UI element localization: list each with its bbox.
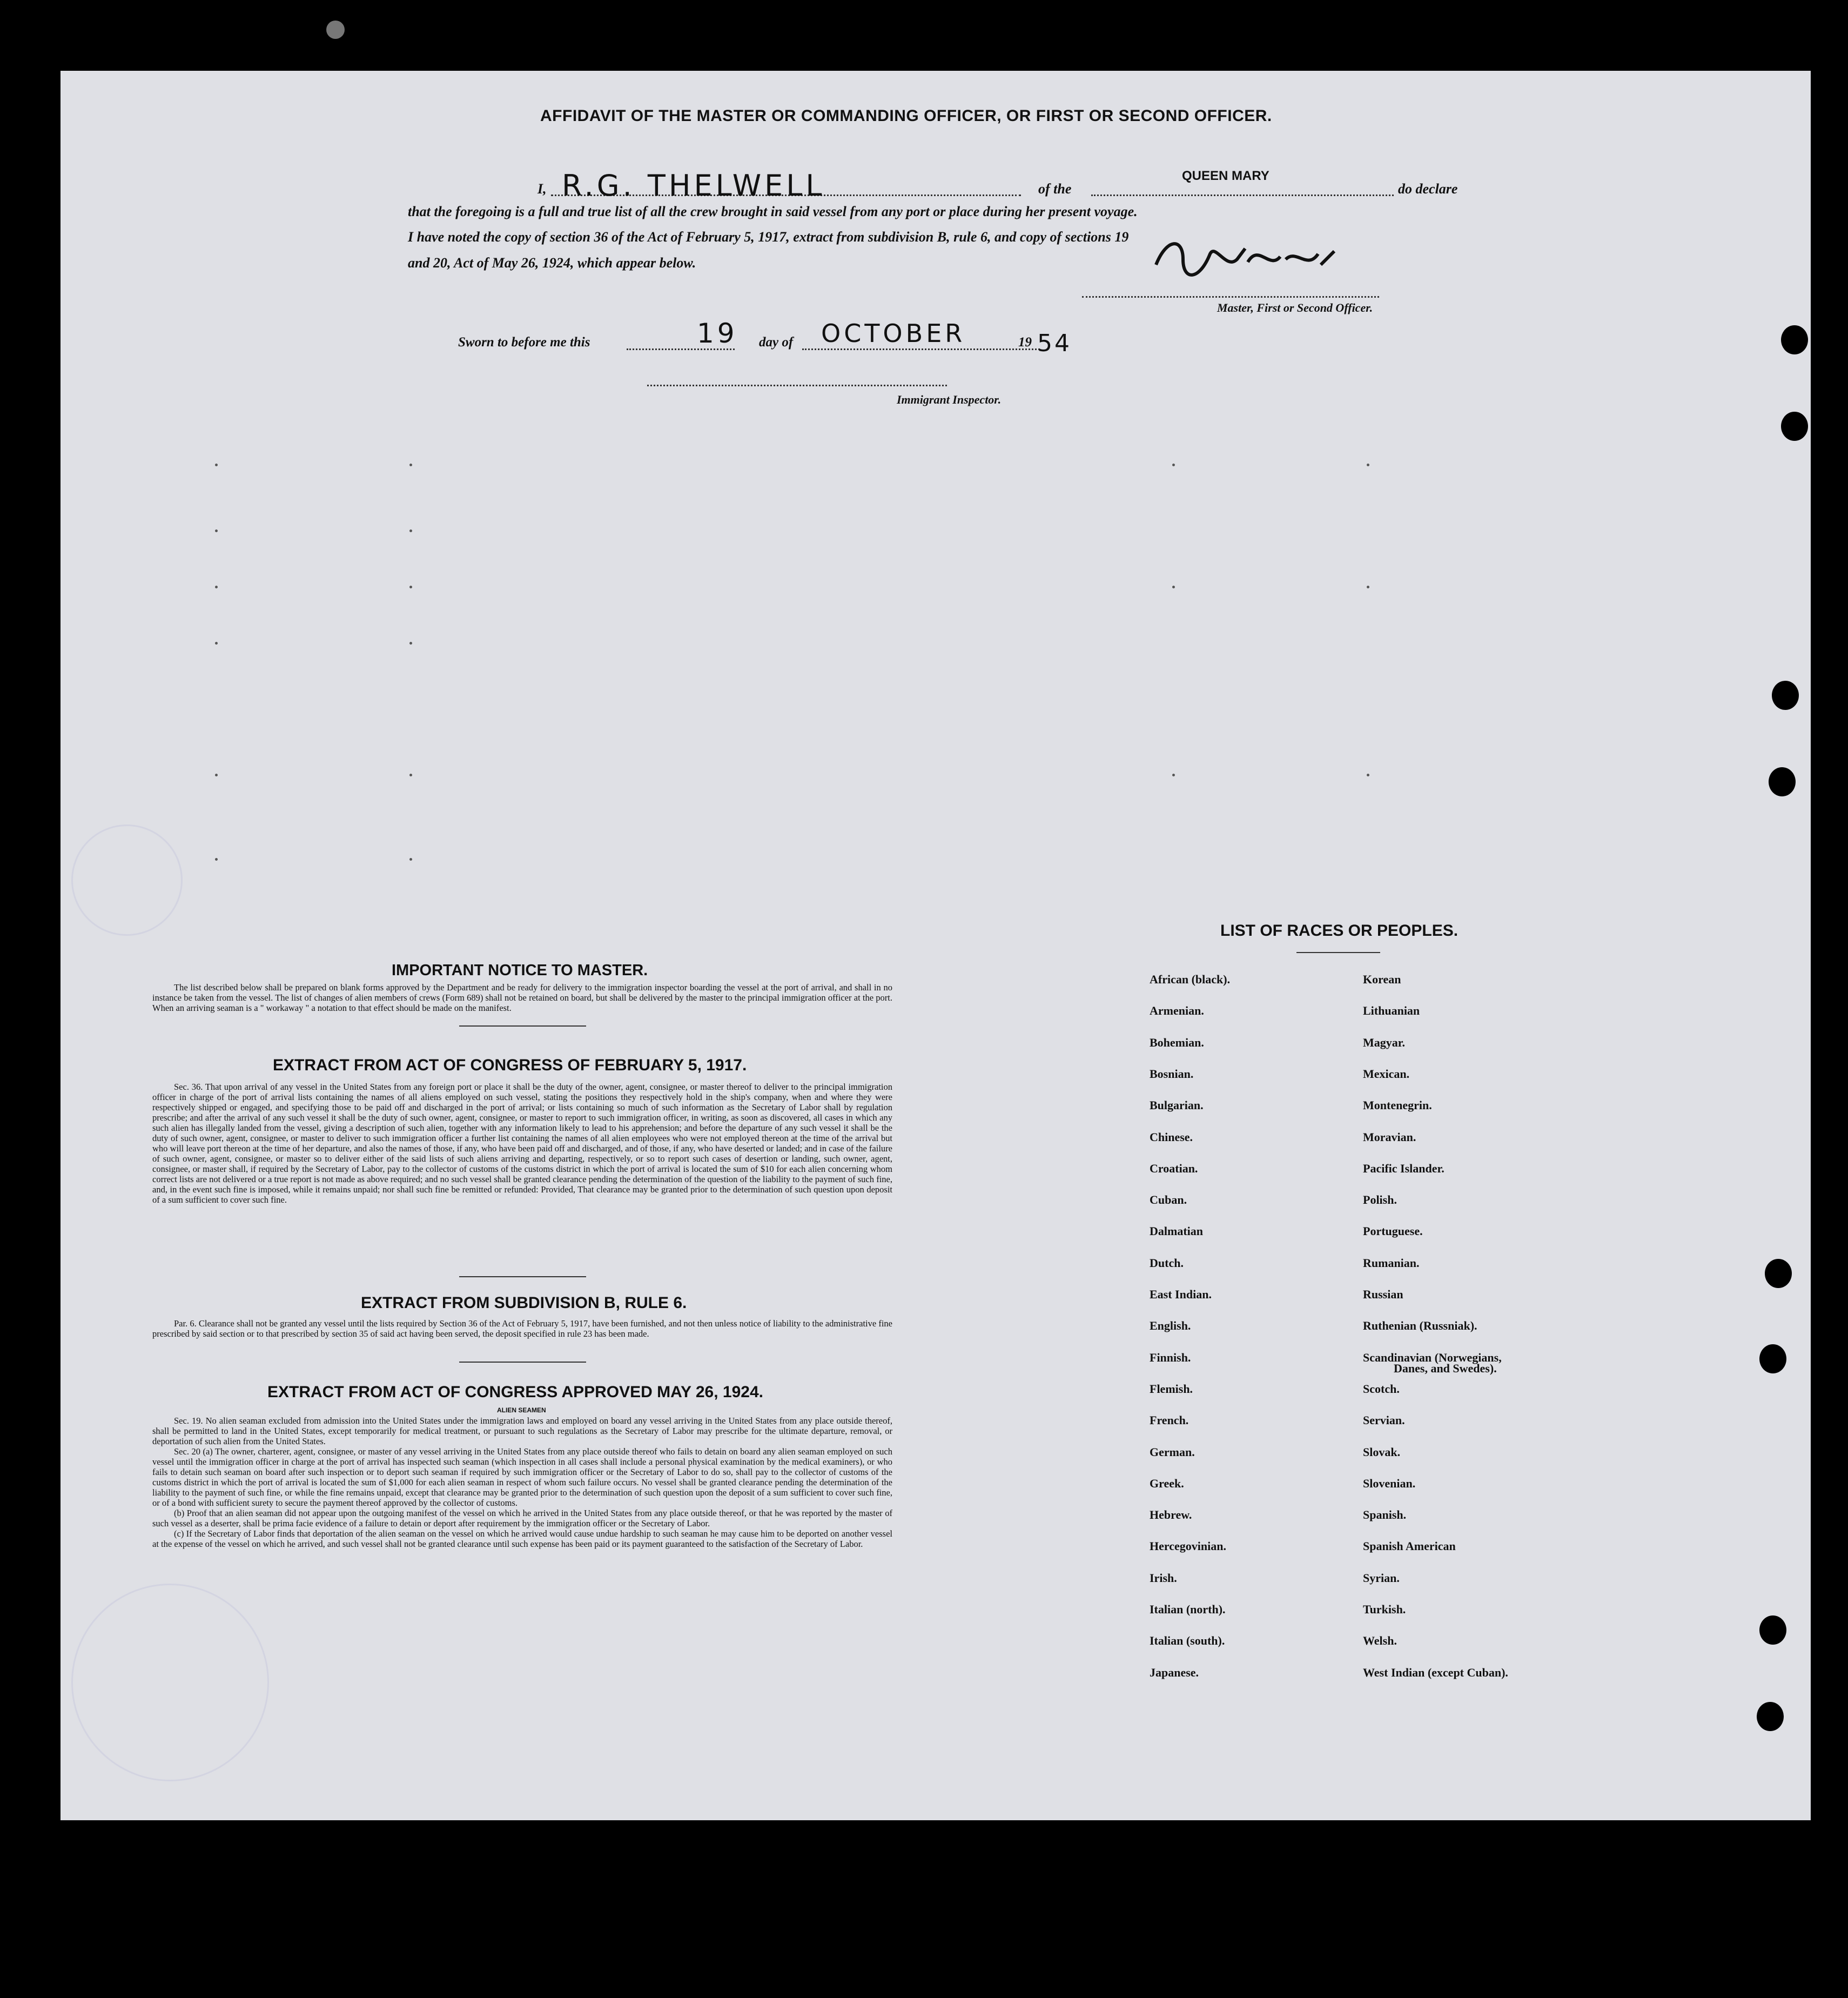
- sec19-text: Sec. 19. No alien seaman excluded from admission into the United States under the immigration laws and employed on board any vessel arriving in the United States from any place outside thereof, shall be permitted to land in the United States, except temporarily for medical treatment, or pursuant to such regulations as the Secretary of Labor may prescribe for the ultimate departure, removal, or deportation of such alien from the United States.: [152, 1416, 892, 1446]
- binder-hole-icon: [1769, 767, 1796, 796]
- race-item-right: Russian: [1363, 1288, 1403, 1301]
- month-handwritten: OCTOBER: [821, 319, 966, 348]
- binder-hole-icon: [1757, 1702, 1784, 1731]
- i-label: I,: [537, 181, 547, 197]
- signature-line: [1082, 296, 1379, 298]
- race-item-left: German.: [1150, 1445, 1195, 1459]
- race-item-right: Turkish.: [1363, 1603, 1406, 1616]
- faint-dot: [215, 858, 218, 861]
- faint-dot: [409, 464, 412, 466]
- faint-dot: [215, 529, 218, 532]
- extract-1917-text: Sec. 36. That upon arrival of any vessel in the United States from any foreign port or place it shall be the duty of the owner, agent, consignee, or master thereof to deliver to the principal immigration officer in charge of the port of arrival lists containing the names of all aliens employed on such vessel, stating the positions they respectively hold in the ship's company, when and where they were respectively shipped or engaged, and specifying those to be paid off and discharged in the port of arrival; or lists containing so much of such information as the Secretary of Labor shall by regulation prescribe; and after the arrival of any such vessel it shall be the duty of such owner, agent, consignee, or master to report to such immigration officer, in writing, as soon as discovered, all cases in which any such alien has illegally landed from the vessel, giving a description of such alien, together with any information likely to lead to his apprehension; and before the departure of any such vessel it shall be the duty of such owner, agent, consignee, or master to deliver to such immigration officer a further list containing the names of all alien employees who were not employed thereon at the time of the arrival but who will leave port thereon at the time of her departure, and also the names of those, if any, who have been paid off and discharged, and of those, if any, who have deserted or landed; and in case of the failure of such owner, agent, consignee, or master so to deliver either of the said lists of such aliens arriving and departing, respectively, or so to report such cases of desertion or landing, such owner, agent, consignee, or master shall, if required by the Secretary of Labor, pay to the collector of customs of the customs district in which the port of arrival is located the sum of $10 for each alien concerning whom correct lists are not delivered or a true report is not made as above required; and no such vessel shall be granted clearance pending the determination of the question of the liability to the payment of such fine, and, in the event such fine is imposed, while it remains unpaid; nor shall such fine be remitted or refunded: Provided, That clearance may be granted prior to the determination of such question upon deposit of a sum sufficient to cover such fine.: [152, 1082, 892, 1205]
- binder-hole-icon: [1759, 1615, 1786, 1645]
- signature-caption: Master, First or Second Officer.: [1217, 301, 1373, 314]
- race-item-right: Servian.: [1363, 1413, 1405, 1427]
- races-title: LIST OF RACES OR PEOPLES.: [1220, 922, 1459, 940]
- inspector-caption: Immigrant Inspector.: [897, 393, 1002, 406]
- race-item-left: East Indian.: [1150, 1288, 1212, 1301]
- faint-dot: [409, 642, 412, 645]
- race-item-right: Spanish.: [1363, 1508, 1407, 1521]
- race-item-right: Scotch.: [1363, 1382, 1400, 1396]
- binder-hole-icon: [1772, 681, 1799, 710]
- race-item-right: Magyar.: [1363, 1036, 1406, 1049]
- vessel-blank: [1091, 195, 1394, 196]
- faint-dot: [1172, 464, 1175, 466]
- race-item-right: Spanish American: [1363, 1539, 1456, 1553]
- extract-1924-title: EXTRACT FROM ACT OF CONGRESS APPROVED MAY 26, 1924.: [267, 1383, 763, 1401]
- faint-dot: [1367, 464, 1369, 466]
- race-item-right: Welsh.: [1363, 1634, 1397, 1647]
- faint-dot: [1172, 586, 1175, 588]
- divider: [459, 1025, 586, 1027]
- race-item-left: Cuban.: [1150, 1193, 1187, 1206]
- extract-1924-subtitle: ALIEN SEAMEN: [497, 1406, 546, 1414]
- rule6-text: Par. 6. Clearance shall not be granted any vessel until the lists required by Section 36 of the Act of February 5, 1917, have been furnished, and not then unless notice of liability to the administrative fine prescribed by said section or to that prescribed by section 35 of said act having been served, the deposit specified in rule 23 has been made.: [152, 1318, 892, 1339]
- divider: [459, 1362, 586, 1363]
- race-item-right: Korean: [1363, 973, 1401, 986]
- race-item-left: English.: [1150, 1319, 1191, 1332]
- sworn-label: Sworn to before me this: [458, 335, 590, 350]
- race-item-left: Bulgarian.: [1150, 1098, 1204, 1112]
- faint-dot: [409, 774, 412, 776]
- divider: [459, 1276, 586, 1277]
- day-handwritten: 19: [697, 318, 738, 349]
- race-item-right: Portuguese.: [1363, 1224, 1423, 1238]
- race-item-right: Rumanian.: [1363, 1256, 1420, 1270]
- year-handwritten: 54: [1037, 330, 1072, 357]
- binder-hole-icon: [1781, 325, 1808, 354]
- faint-dot: [1172, 774, 1175, 776]
- race-item-left: Greek.: [1150, 1477, 1184, 1490]
- affidavit-title: AFFIDAVIT OF THE MASTER OR COMMANDING OFFICER, OR FIRST OR SECOND OFFICER.: [540, 107, 1272, 125]
- race-item-left: French.: [1150, 1413, 1189, 1427]
- race-item-left: Italian (north).: [1150, 1603, 1226, 1616]
- faint-dot: [409, 586, 412, 588]
- of-the-label: of the: [1038, 181, 1072, 197]
- notice-text: The list described below shall be prepared on blank forms approved by the Department and be ready for delivery to the immigration inspector boarding the vessel at the port of arrival, and shall in no instance be taken from the vessel. The list of changes of alien members of crews (Form 689) shall not be retained on board, but shall be delivered by the master to the principal immigration officer at the port. When an arriving seaman is a " workaway " a notation to that effect should be made on the manifest.: [152, 982, 892, 1013]
- embossed-seal-icon: [71, 1584, 269, 1781]
- race-item-right: Polish.: [1363, 1193, 1397, 1206]
- declaration-line-2: that the foregoing is a full and true list of all the crew brought in said vessel from any port or place during her present voyage.: [408, 204, 1138, 219]
- faint-dot: [1367, 774, 1369, 776]
- race-item-left: African (black).: [1150, 973, 1231, 986]
- sec20a-text: Sec. 20 (a) The owner, charterer, agent, consignee, or master of any vessel arriving in the United States from any place outside thereof who fails to detain on board any alien seaman employed on such vessel until the immigration officer in charge at the port of arrival has inspected such seaman (which inspection in all cases shall include a personal physical examination by the medical examiners), or who fails to detain such seaman on board after such inspection or to deport such seaman if required by such immigration officer or the Secretary of Labor to do so, shall pay to the collector of customs of the customs district in which the port of arrival is located the sum of $1,000 for each alien seaman in respect of whom such failure occurs. No vessel shall be granted clearance pending the determination of the liability to the payment of such fine, or while the fine remains unpaid, except that clearance may be granted prior to the determination of such question upon the deposit of a sum sufficient to cover such fine, or of a bond with sufficient surety to secure the payment thereof approved by the collector of customs.: [152, 1446, 892, 1508]
- race-item-left: Croatian.: [1150, 1162, 1198, 1175]
- race-item-right: Scandinavian (Norwegians,: [1363, 1351, 1502, 1364]
- vessel-name-stamp: QUEEN MARY: [1182, 169, 1269, 183]
- race-item-left: Irish.: [1150, 1571, 1177, 1585]
- faint-dot: [215, 774, 218, 776]
- race-item-left: Armenian.: [1150, 1004, 1204, 1017]
- race-item-left: Dalmatian: [1150, 1224, 1203, 1238]
- race-item-left: Finnish.: [1150, 1351, 1191, 1364]
- sec20c-text: (c) If the Secretary of Labor finds that deportation of the alien seaman on the vessel on which he arrived would cause undue hardship to such seaman he may cause him to be deported on another vessel at the expense of the vessel on which he arrived, and such vessel shall not be granted clearance until such expense has been paid or its payment guaranteed to the satisfaction of the Secretary of Labor.: [152, 1528, 892, 1549]
- race-item-right: Slovenian.: [1363, 1477, 1416, 1490]
- do-declare-label: do declare: [1398, 181, 1458, 197]
- day-of-label: day of: [759, 335, 794, 350]
- race-item-right: Lithuanian: [1363, 1004, 1420, 1017]
- binder-hole-icon: [1781, 412, 1808, 441]
- race-item-left: Chinese.: [1150, 1130, 1193, 1144]
- race-item-left: Bosnian.: [1150, 1067, 1194, 1081]
- faint-dot: [409, 858, 412, 861]
- faint-dot: [215, 642, 218, 645]
- race-item-right: Montenegrin.: [1363, 1098, 1432, 1112]
- race-item-left: Bohemian.: [1150, 1036, 1204, 1049]
- race-item-left: Italian (south).: [1150, 1634, 1225, 1647]
- race-item-continuation: Danes, and Swedes).: [1394, 1362, 1497, 1375]
- month-blank: [802, 348, 1040, 350]
- scan-artifact-dot: [326, 21, 345, 39]
- race-item-left: Hebrew.: [1150, 1508, 1192, 1521]
- race-item-right: Pacific Islander.: [1363, 1162, 1444, 1175]
- race-item-right: West Indian (except Cuban).: [1363, 1666, 1508, 1679]
- extract-1917-title: EXTRACT FROM ACT OF CONGRESS OF FEBRUARY 5, 1917.: [273, 1056, 747, 1074]
- faint-dot: [409, 529, 412, 532]
- officer-signature-icon: [1151, 232, 1345, 286]
- race-item-right: Ruthenian (Russniak).: [1363, 1319, 1477, 1332]
- faint-dot: [215, 586, 218, 588]
- binder-hole-icon: [1765, 1259, 1792, 1288]
- race-item-left: Dutch.: [1150, 1256, 1184, 1270]
- faint-dot: [215, 464, 218, 466]
- race-item-left: Hercegovinian.: [1150, 1539, 1226, 1553]
- rule6-title: EXTRACT FROM SUBDIVISION B, RULE 6.: [361, 1294, 687, 1312]
- sec20b-text: (b) Proof that an alien seaman did not appear upon the outgoing manifest of the vessel on which he arrived in the United States from any place outside thereof, or that he was reported by the master of such vessel as a deserter, shall be prima facie evidence of a failure to detain or deport after requirement by the immigration officer or the Secretary of Labor.: [152, 1508, 892, 1528]
- divider: [1296, 952, 1380, 953]
- race-item-right: Moravian.: [1363, 1130, 1416, 1144]
- race-item-right: Syrian.: [1363, 1571, 1400, 1585]
- notice-title: IMPORTANT NOTICE TO MASTER.: [392, 962, 648, 979]
- inspector-line: [647, 385, 947, 386]
- declaration-line-4: and 20, Act of May 26, 1924, which appear below.: [408, 255, 696, 271]
- declaration-line-3: I have noted the copy of section 36 of the Act of February 5, 1917, extract from subdivision B, rule 6, and copy of sections 19: [408, 229, 1129, 245]
- race-item-left: Flemish.: [1150, 1382, 1193, 1396]
- race-item-left: Japanese.: [1150, 1666, 1199, 1679]
- master-name-handwritten: R.G. THELWELL: [562, 169, 825, 203]
- faint-dot: [1367, 586, 1369, 588]
- binder-hole-icon: [1759, 1344, 1786, 1373]
- race-item-right: Slovak.: [1363, 1445, 1401, 1459]
- extract-1924-text: [152, 1416, 892, 1549]
- embossed-seal-icon: [71, 824, 183, 936]
- year-prefix: 19: [1018, 335, 1032, 350]
- race-item-right: Mexican.: [1363, 1067, 1410, 1081]
